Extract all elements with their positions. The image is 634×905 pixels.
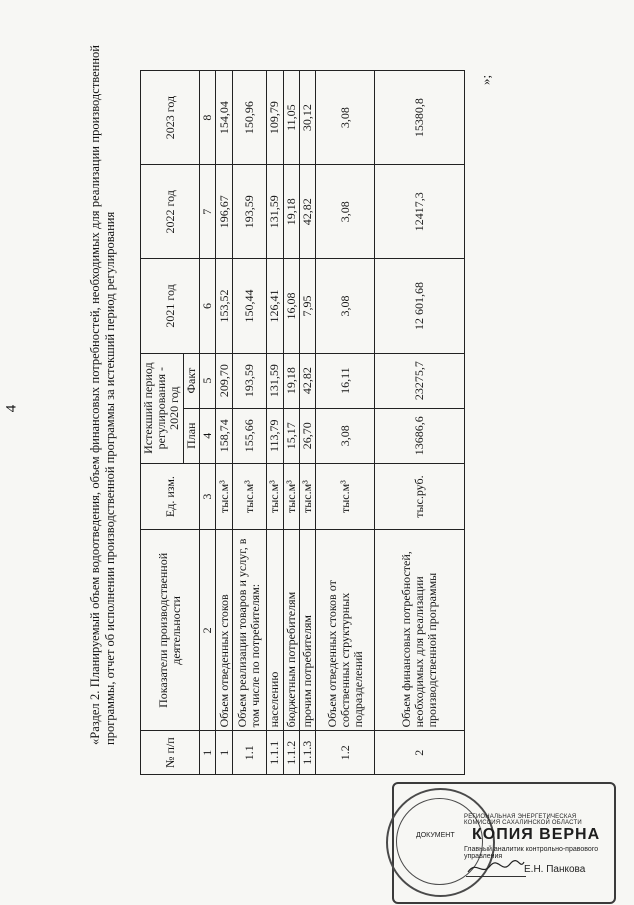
row-unit: тыс.руб. — [375, 463, 465, 530]
row-plan: 113,79 — [267, 408, 283, 463]
header-2022: 2022 год — [141, 165, 200, 259]
row-2022: 42,82 — [299, 165, 315, 259]
row-fact: 16,11 — [316, 353, 375, 408]
row-2023: 11,05 — [283, 71, 299, 165]
header-num: № п/п — [141, 731, 200, 775]
stamp-name: Е.Н. Панкова — [524, 864, 586, 875]
row-2023: 154,04 — [216, 71, 232, 165]
row-2021: 126,41 — [267, 259, 283, 353]
row-2023: 15380,8 — [375, 71, 465, 165]
colnum-1: 1 — [200, 731, 216, 775]
row-2021: 12 601,68 — [375, 259, 465, 353]
row-unit: тыс.м³ — [299, 463, 315, 530]
colnum-4: 4 — [200, 408, 216, 463]
table-row — [375, 71, 465, 775]
section-heading — [88, 45, 118, 745]
row-plan: 3,08 — [316, 408, 375, 463]
page-number: 4 — [3, 404, 20, 413]
closing-mark: »; — [478, 74, 493, 85]
signature-scribble — [466, 858, 526, 878]
row-fact: 42,82 — [299, 353, 315, 408]
table-row — [283, 71, 299, 775]
row-name: Объем отведенных стоков — [216, 530, 232, 731]
certification-stamp — [392, 782, 616, 904]
row-fact: 23275,7 — [375, 353, 465, 408]
colnum-8: 8 — [200, 71, 216, 165]
row-num: 1.1.2 — [283, 731, 299, 775]
section-heading-text: «Раздел 2. Планируемый объем водоотведения, объем финансовых потребностей, необходимых для реализации производственной программы, отчет об исполнении производственной программы за истекший период регулирования — [88, 45, 117, 745]
colnum-7: 7 — [200, 165, 216, 259]
row-2023: 30,12 — [299, 71, 315, 165]
row-name: прочим потребителям — [299, 530, 315, 731]
row-name: населению — [267, 530, 283, 731]
production-program-table — [140, 70, 465, 775]
row-name: Объем финансовых потребностей, необходимых для реализации производственной программы — [375, 530, 465, 731]
row-unit: тыс.м³ — [216, 463, 232, 530]
row-name: Объем отведенных стоков от собственных структурных подразделений — [316, 530, 375, 731]
seal-word: ДОКУМЕНТ — [416, 832, 455, 839]
signature-line — [466, 876, 526, 877]
colnum-3: 3 — [200, 463, 216, 530]
row-num: 1.1.1 — [267, 731, 283, 775]
row-2022: 19,18 — [283, 165, 299, 259]
row-2021: 3,08 — [316, 259, 375, 353]
row-2021: 150,44 — [232, 259, 267, 353]
row-name: Объем реализации товаров и услуг, в том числе по потребителям: — [232, 530, 267, 731]
row-unit: тыс.м³ — [283, 463, 299, 530]
row-fact: 209,70 — [216, 353, 232, 408]
row-name: бюджетным потребителям — [283, 530, 299, 731]
row-num: 2 — [375, 731, 465, 775]
row-2023: 109,79 — [267, 71, 283, 165]
row-fact: 131,59 — [267, 353, 283, 408]
row-2022: 193,59 — [232, 165, 267, 259]
stamp-title: КОПИЯ ВЕРНА — [472, 826, 601, 843]
row-2023: 150,96 — [232, 71, 267, 165]
row-plan: 158,74 — [216, 408, 232, 463]
row-unit: тыс.м³ — [267, 463, 283, 530]
stamp-position: Главный аналитик контрольно-правового управления — [464, 846, 599, 860]
row-unit: тыс.м³ — [232, 463, 267, 530]
row-unit: тыс.м³ — [316, 463, 375, 530]
colnum-6: 6 — [200, 259, 216, 353]
table-header-row — [141, 71, 184, 775]
row-2021: 7,95 — [299, 259, 315, 353]
row-2022: 196,67 — [216, 165, 232, 259]
header-plan: План — [183, 408, 199, 463]
header-2021: 2021 год — [141, 259, 200, 353]
table-row — [267, 71, 283, 775]
table-row — [232, 71, 267, 775]
row-num: 1.1.3 — [299, 731, 315, 775]
row-plan: 15,17 — [283, 408, 299, 463]
table-row — [216, 71, 232, 775]
header-indicator: Показатели производственной деятельности — [141, 530, 200, 731]
row-plan: 155,66 — [232, 408, 267, 463]
header-fact: Факт — [183, 353, 199, 408]
row-plan: 26,70 — [299, 408, 315, 463]
header-unit: Ед. изм. — [141, 463, 200, 530]
row-plan: 13686,6 — [375, 408, 465, 463]
table-row — [316, 71, 375, 775]
row-2022: 12417,3 — [375, 165, 465, 259]
row-2022: 131,59 — [267, 165, 283, 259]
row-2021: 16,08 — [283, 259, 299, 353]
header-period: Истекший период регулирования - 2020 год — [141, 353, 184, 463]
row-2022: 3,08 — [316, 165, 375, 259]
row-2023: 3,08 — [316, 71, 375, 165]
row-num: 1.2 — [316, 731, 375, 775]
row-num: 1.1 — [232, 731, 267, 775]
colnum-2: 2 — [200, 530, 216, 731]
table-row — [299, 71, 315, 775]
row-fact: 19,18 — [283, 353, 299, 408]
row-fact: 193,59 — [232, 353, 267, 408]
row-num: 1 — [216, 731, 232, 775]
row-2021: 153,52 — [216, 259, 232, 353]
colnum-5: 5 — [200, 353, 216, 408]
header-2023: 2023 год — [141, 71, 200, 165]
column-number-row — [200, 71, 216, 775]
stamp-organization: РЕГИОНАЛЬНАЯ ЭНЕРГЕТИЧЕСКАЯ КОМИССИЯ САХАЛИНСКОЙ ОБЛАСТИ — [464, 814, 582, 826]
